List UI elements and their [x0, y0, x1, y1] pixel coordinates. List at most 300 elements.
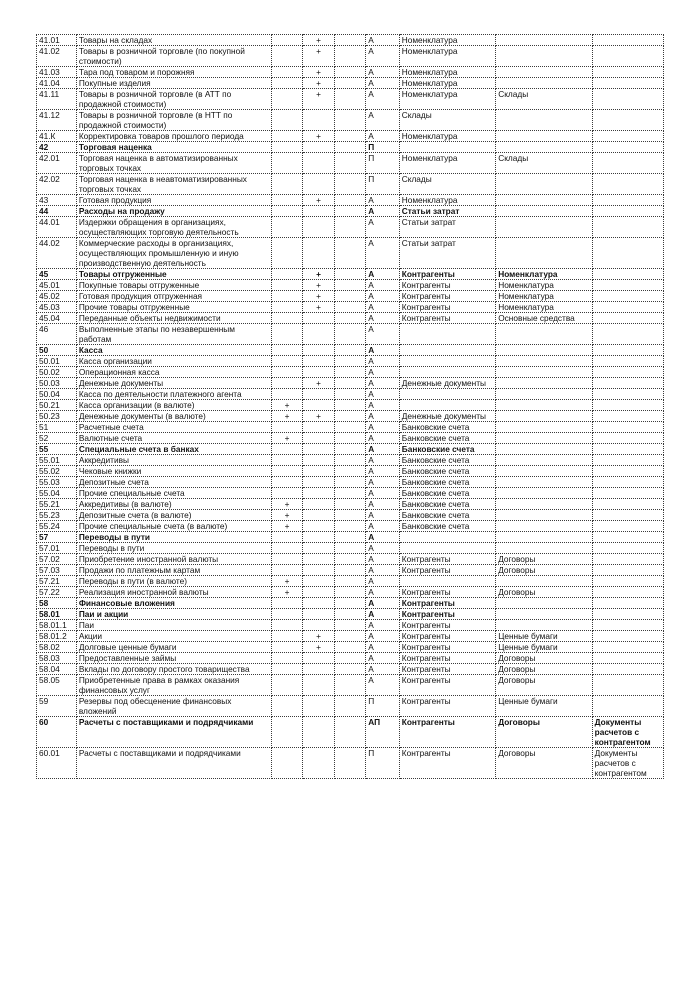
offbalance-flag: [334, 466, 365, 477]
subconto-3: [592, 532, 663, 543]
account-row: [37, 206, 664, 217]
account-code: 50.04: [37, 389, 77, 400]
account-code: 55.24: [37, 521, 77, 532]
quantity-flag: +: [303, 195, 334, 206]
currency-flag: [271, 302, 302, 313]
subconto-2: [496, 400, 592, 411]
account-name: Готовая продукция: [76, 195, 271, 206]
offbalance-flag: [334, 324, 365, 345]
subconto-2: Основные средства: [496, 313, 592, 324]
currency-flag: [271, 444, 302, 455]
subconto-1: Номенклатура: [399, 78, 495, 89]
subconto-2: Ценные бумаги: [496, 631, 592, 642]
quantity-flag: [303, 153, 334, 174]
account-row: [37, 488, 664, 499]
account-type: А: [366, 565, 400, 576]
account-code: 55.02: [37, 466, 77, 477]
subconto-3: [592, 521, 663, 532]
account-row: [37, 565, 664, 576]
quantity-flag: [303, 576, 334, 587]
subconto-3: [592, 554, 663, 565]
subconto-2: Договоры: [496, 717, 592, 748]
currency-flag: [271, 477, 302, 488]
subconto-1: Банковские счета: [399, 455, 495, 466]
account-row: [37, 153, 664, 174]
account-row: [37, 110, 664, 131]
subconto-1: Банковские счета: [399, 521, 495, 532]
subconto-2: [496, 477, 592, 488]
account-type: А: [366, 510, 400, 521]
account-code: 60.01: [37, 748, 77, 779]
subconto-1: Банковские счета: [399, 444, 495, 455]
offbalance-flag: [334, 587, 365, 598]
account-name: Продажи по платежным картам: [76, 565, 271, 576]
subconto-1: Контрагенты: [399, 554, 495, 565]
currency-flag: +: [271, 510, 302, 521]
offbalance-flag: [334, 631, 365, 642]
subconto-3: [592, 142, 663, 153]
account-type: А: [366, 444, 400, 455]
offbalance-flag: [334, 565, 365, 576]
account-type: П: [366, 696, 400, 717]
currency-flag: +: [271, 411, 302, 422]
currency-flag: [271, 609, 302, 620]
account-row: [37, 195, 664, 206]
currency-flag: [271, 238, 302, 269]
account-type: А: [366, 532, 400, 543]
subconto-2: [496, 174, 592, 195]
currency-flag: [271, 466, 302, 477]
account-code: 42: [37, 142, 77, 153]
subconto-3: [592, 576, 663, 587]
currency-flag: [271, 378, 302, 389]
quantity-flag: [303, 206, 334, 217]
account-code: 50: [37, 345, 77, 356]
subconto-3: [592, 238, 663, 269]
quantity-flag: [303, 532, 334, 543]
account-row: [37, 477, 664, 488]
account-code: 41.01: [37, 35, 77, 46]
account-name: Специальные счета в банках: [76, 444, 271, 455]
account-code: 57.01: [37, 543, 77, 554]
subconto-2: [496, 609, 592, 620]
subconto-2: [496, 238, 592, 269]
subconto-3: [592, 345, 663, 356]
subconto-3: [592, 217, 663, 238]
subconto-2: [496, 67, 592, 78]
account-name: Переводы в пути: [76, 543, 271, 554]
currency-flag: [271, 313, 302, 324]
account-row: [37, 675, 664, 696]
account-row: [37, 748, 664, 779]
offbalance-flag: [334, 142, 365, 153]
account-type: А: [366, 422, 400, 433]
subconto-3: [592, 324, 663, 345]
currency-flag: [271, 488, 302, 499]
offbalance-flag: [334, 195, 365, 206]
account-code: 57.03: [37, 565, 77, 576]
subconto-2: [496, 488, 592, 499]
account-row: [37, 466, 664, 477]
offbalance-flag: [334, 653, 365, 664]
account-code: 58.02: [37, 642, 77, 653]
account-code: 55.03: [37, 477, 77, 488]
subconto-3: [592, 206, 663, 217]
account-code: 57: [37, 532, 77, 543]
account-type: П: [366, 174, 400, 195]
subconto-3: [592, 642, 663, 653]
account-name: Издержки обращения в организациях, осуществляющих торговую деятельность: [76, 217, 271, 238]
offbalance-flag: [334, 238, 365, 269]
account-name: Прочие специальные счета: [76, 488, 271, 499]
account-type: А: [366, 302, 400, 313]
account-code: 55.01: [37, 455, 77, 466]
account-code: 51: [37, 422, 77, 433]
account-type: А: [366, 67, 400, 78]
account-code: 46: [37, 324, 77, 345]
offbalance-flag: [334, 664, 365, 675]
account-name: Расчеты с поставщиками и подрядчиками: [76, 717, 271, 748]
account-type: А: [366, 238, 400, 269]
account-type: А: [366, 477, 400, 488]
subconto-2: [496, 521, 592, 532]
account-row: [37, 499, 664, 510]
quantity-flag: [303, 664, 334, 675]
account-code: 55: [37, 444, 77, 455]
quantity-flag: +: [303, 631, 334, 642]
account-code: 58.03: [37, 653, 77, 664]
subconto-1: Номенклатура: [399, 89, 495, 110]
subconto-2: Договоры: [496, 675, 592, 696]
offbalance-flag: [334, 356, 365, 367]
subconto-2: Договоры: [496, 554, 592, 565]
subconto-1: Контрагенты: [399, 620, 495, 631]
account-row: [37, 444, 664, 455]
offbalance-flag: [334, 35, 365, 46]
account-row: [37, 510, 664, 521]
quantity-flag: [303, 488, 334, 499]
currency-flag: [271, 142, 302, 153]
account-name: Предоставленные займы: [76, 653, 271, 664]
subconto-1: Контрагенты: [399, 291, 495, 302]
subconto-3: [592, 35, 663, 46]
account-type: А: [366, 609, 400, 620]
subconto-2: [496, 356, 592, 367]
account-row: [37, 302, 664, 313]
currency-flag: [271, 532, 302, 543]
account-row: [37, 238, 664, 269]
subconto-3: [592, 302, 663, 313]
subconto-3: [592, 598, 663, 609]
offbalance-flag: [334, 89, 365, 110]
subconto-1: Банковские счета: [399, 499, 495, 510]
account-name: Торговая наценка: [76, 142, 271, 153]
account-row: [37, 433, 664, 444]
account-code: 50.02: [37, 367, 77, 378]
subconto-2: [496, 324, 592, 345]
account-name: Депозитные счета (в валюте): [76, 510, 271, 521]
account-type: А: [366, 576, 400, 587]
offbalance-flag: [334, 131, 365, 142]
account-code: 45.04: [37, 313, 77, 324]
currency-flag: [271, 356, 302, 367]
quantity-flag: +: [303, 302, 334, 313]
subconto-1: Номенклатура: [399, 35, 495, 46]
offbalance-flag: [334, 67, 365, 78]
quantity-flag: [303, 313, 334, 324]
subconto-1: Контрагенты: [399, 587, 495, 598]
subconto-3: [592, 664, 663, 675]
subconto-2: [496, 206, 592, 217]
account-type: П: [366, 142, 400, 153]
subconto-1: Контрагенты: [399, 609, 495, 620]
quantity-flag: [303, 356, 334, 367]
account-row: [37, 576, 664, 587]
account-code: 42.01: [37, 153, 77, 174]
account-name: Товары в розничной торговле (в АТТ по продажной стоимости): [76, 89, 271, 110]
account-type: А: [366, 280, 400, 291]
account-name: Финансовые вложения: [76, 598, 271, 609]
subconto-2: [496, 598, 592, 609]
account-row: [37, 554, 664, 565]
subconto-2: [496, 620, 592, 631]
account-code: 44: [37, 206, 77, 217]
account-code: 41.12: [37, 110, 77, 131]
subconto-2: [496, 78, 592, 89]
account-name: Приобретенные права в рамках оказания финансовых услуг: [76, 675, 271, 696]
currency-flag: [271, 717, 302, 748]
account-code: 57.21: [37, 576, 77, 587]
subconto-3: [592, 411, 663, 422]
account-row: [37, 455, 664, 466]
account-name: Чековые книжки: [76, 466, 271, 477]
subconto-3: [592, 46, 663, 67]
account-code: 44.01: [37, 217, 77, 238]
subconto-2: Номенклатура: [496, 302, 592, 313]
subconto-1: Банковские счета: [399, 422, 495, 433]
currency-flag: [271, 89, 302, 110]
subconto-3: [592, 291, 663, 302]
offbalance-flag: [334, 78, 365, 89]
subconto-3: [592, 587, 663, 598]
subconto-3: [592, 131, 663, 142]
currency-flag: [271, 324, 302, 345]
subconto-2: [496, 444, 592, 455]
subconto-3: [592, 499, 663, 510]
account-type: А: [366, 499, 400, 510]
quantity-flag: [303, 717, 334, 748]
offbalance-flag: [334, 46, 365, 67]
subconto-3: [592, 696, 663, 717]
account-code: 41.02: [37, 46, 77, 67]
account-name: Реализация иностранной валюты: [76, 587, 271, 598]
account-type: А: [366, 206, 400, 217]
quantity-flag: +: [303, 131, 334, 142]
subconto-1: Контрагенты: [399, 653, 495, 664]
subconto-3: [592, 466, 663, 477]
account-type: П: [366, 748, 400, 779]
offbalance-flag: [334, 488, 365, 499]
currency-flag: [271, 217, 302, 238]
subconto-2: Ценные бумаги: [496, 696, 592, 717]
account-row: [37, 642, 664, 653]
subconto-2: Ценные бумаги: [496, 642, 592, 653]
quantity-flag: [303, 174, 334, 195]
quantity-flag: [303, 400, 334, 411]
subconto-1: Контрагенты: [399, 717, 495, 748]
account-type: А: [366, 411, 400, 422]
account-name: Касса организации (в валюте): [76, 400, 271, 411]
quantity-flag: +: [303, 411, 334, 422]
account-row: [37, 400, 664, 411]
account-type: А: [366, 587, 400, 598]
subconto-3: [592, 433, 663, 444]
currency-flag: [271, 422, 302, 433]
currency-flag: [271, 195, 302, 206]
quantity-flag: [303, 324, 334, 345]
subconto-2: [496, 131, 592, 142]
account-code: 41.04: [37, 78, 77, 89]
subconto-1: Склады: [399, 174, 495, 195]
account-name: Аккредитивы (в валюте): [76, 499, 271, 510]
subconto-2: Номенклатура: [496, 291, 592, 302]
account-type: А: [366, 653, 400, 664]
account-row: [37, 664, 664, 675]
account-code: 50.03: [37, 378, 77, 389]
subconto-1: Контрагенты: [399, 675, 495, 696]
quantity-flag: [303, 543, 334, 554]
subconto-2: [496, 411, 592, 422]
offbalance-flag: [334, 345, 365, 356]
currency-flag: [271, 554, 302, 565]
account-row: [37, 587, 664, 598]
quantity-flag: [303, 444, 334, 455]
account-row: [37, 609, 664, 620]
account-row: [37, 89, 664, 110]
subconto-3: [592, 367, 663, 378]
account-name: Касса: [76, 345, 271, 356]
account-row: [37, 280, 664, 291]
quantity-flag: +: [303, 280, 334, 291]
account-name: Аккредитивы: [76, 455, 271, 466]
subconto-1: Контрагенты: [399, 664, 495, 675]
subconto-3: [592, 675, 663, 696]
account-code: 58.01: [37, 609, 77, 620]
subconto-2: [496, 466, 592, 477]
subconto-3: [592, 631, 663, 642]
subconto-3: [592, 620, 663, 631]
currency-flag: +: [271, 521, 302, 532]
account-name: Товары в розничной торговле (в НТТ по продажной стоимости): [76, 110, 271, 131]
offbalance-flag: [334, 444, 365, 455]
offbalance-flag: [334, 302, 365, 313]
subconto-3: [592, 653, 663, 664]
subconto-3: [592, 543, 663, 554]
subconto-3: [592, 174, 663, 195]
subconto-2: [496, 195, 592, 206]
subconto-2: [496, 532, 592, 543]
currency-flag: [271, 206, 302, 217]
account-name: Переданные объекты недвижимости: [76, 313, 271, 324]
subconto-3: [592, 269, 663, 280]
account-code: 55.21: [37, 499, 77, 510]
subconto-1: Денежные документы: [399, 378, 495, 389]
quantity-flag: +: [303, 35, 334, 46]
account-row: [37, 269, 664, 280]
account-code: 58.01.2: [37, 631, 77, 642]
quantity-flag: [303, 620, 334, 631]
subconto-2: [496, 499, 592, 510]
quantity-flag: [303, 217, 334, 238]
subconto-2: [496, 378, 592, 389]
account-type: А: [366, 131, 400, 142]
subconto-3: [592, 444, 663, 455]
subconto-1: Контрагенты: [399, 748, 495, 779]
account-row: [37, 521, 664, 532]
currency-flag: [271, 675, 302, 696]
account-row: [37, 696, 664, 717]
account-name: Торговая наценка в автоматизированных торговых точках: [76, 153, 271, 174]
account-row: [37, 543, 664, 554]
subconto-3: Документы расчетов с контрагентом: [592, 748, 663, 779]
account-name: Выполненные этапы по незавершенным работам: [76, 324, 271, 345]
subconto-2: Склады: [496, 153, 592, 174]
account-row: [37, 324, 664, 345]
offbalance-flag: [334, 717, 365, 748]
currency-flag: [271, 131, 302, 142]
account-code: 45.01: [37, 280, 77, 291]
currency-flag: [271, 389, 302, 400]
subconto-3: Документы расчетов с контрагентом: [592, 717, 663, 748]
account-code: 44.02: [37, 238, 77, 269]
account-code: 52: [37, 433, 77, 444]
account-name: Переводы в пути (в валюте): [76, 576, 271, 587]
quantity-flag: [303, 587, 334, 598]
subconto-2: [496, 543, 592, 554]
offbalance-flag: [334, 543, 365, 554]
account-type: АП: [366, 717, 400, 748]
quantity-flag: [303, 422, 334, 433]
quantity-flag: +: [303, 89, 334, 110]
quantity-flag: +: [303, 67, 334, 78]
account-name: Корректировка товаров прошлого периода: [76, 131, 271, 142]
subconto-3: [592, 565, 663, 576]
quantity-flag: [303, 238, 334, 269]
account-code: 58.04: [37, 664, 77, 675]
subconto-1: Контрагенты: [399, 313, 495, 324]
subconto-1: Контрагенты: [399, 280, 495, 291]
subconto-3: [592, 195, 663, 206]
offbalance-flag: [334, 477, 365, 488]
account-type: А: [366, 313, 400, 324]
account-type: А: [366, 378, 400, 389]
currency-flag: [271, 653, 302, 664]
currency-flag: [271, 664, 302, 675]
account-type: А: [366, 598, 400, 609]
subconto-2: [496, 455, 592, 466]
subconto-3: [592, 389, 663, 400]
account-row: [37, 378, 664, 389]
subconto-1: Контрагенты: [399, 302, 495, 313]
subconto-2: [496, 46, 592, 67]
subconto-1: Номенклатура: [399, 67, 495, 78]
account-name: Денежные документы (в валюте): [76, 411, 271, 422]
subconto-1: [399, 532, 495, 543]
subconto-2: [496, 110, 592, 131]
account-row: [37, 35, 664, 46]
account-code: 58.01.1: [37, 620, 77, 631]
account-type: А: [366, 195, 400, 206]
